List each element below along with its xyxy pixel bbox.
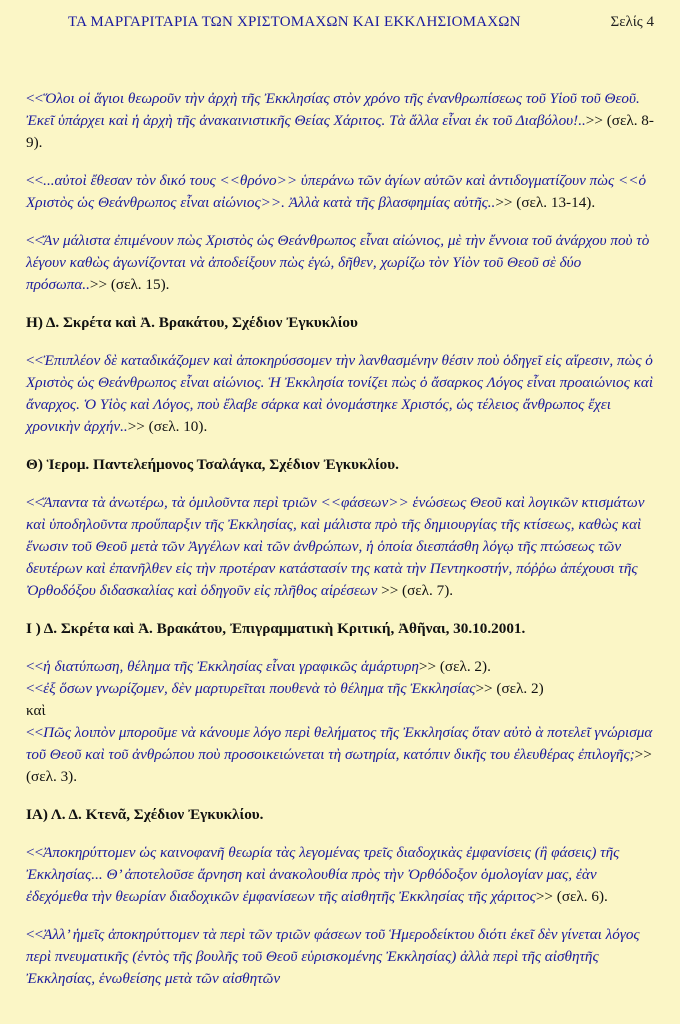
quote-paragraph — [26, 656, 658, 678]
page-reference: >> (σελ. 2). — [418, 658, 491, 675]
page-reference: >> (σελ. 3). — [26, 746, 652, 785]
running-header-title: ΤΑ ΜΑΡΓΑΡΙΤΑΡΙΑ ΤΩΝ ΧΡΙΣΤΟΜΑΧΩΝ ΚΑΙ ΕΚΚΛΗΣΙΟΜΑΧΩΝ — [68, 14, 521, 30]
quote-open-mark: << — [26, 658, 44, 675]
quote-paragraph — [26, 170, 658, 214]
quote-text: Ἀποκηρύττομεν ὡς καινοφανῆ θεωρία τὰς λεγομένας τρεῖς διαδοχικὰς ἐμφανίσεις (ἢ φάσεις) τῆς Ἐκκλησίας... Θ’ ἀποτελοῦσε ἄρνηση καὶ ἀνακολουθία πρὸς τὴν Ὀρθόδοξον ὁμολογίαν μας, ἐὰν ἐδεχόμεθα τὴν θεωρίαν διαδοχικῶν ἐμφανίσεων τῆς αἰσθητῆς Ἐκκλησίας τῆς χάριτος — [26, 844, 620, 905]
quote-open-mark: << — [26, 352, 44, 369]
page-reference: >> (σελ. 7). — [377, 582, 454, 599]
page-reference: >> (σελ. 2) — [475, 680, 544, 697]
quote-open-mark: << — [26, 844, 44, 861]
page-reference: >> (σελ. 8-9). — [26, 112, 654, 151]
quote-text: ἡ διατύπωση, θέλημα τῆς Ἐκκλησίας εἶναι γραφικῶς ἁμάρτυρη — [43, 658, 419, 675]
quote-paragraph — [26, 924, 658, 990]
quote-open-mark: << — [26, 232, 44, 249]
document-body — [26, 88, 658, 1006]
section-heading: Θ) Ἱερομ. Παντελεήμονος Τσαλάγκα, Σχέδιον Ἐγκυκλίου. — [26, 456, 399, 473]
conjunction-text: καὶ — [26, 702, 46, 719]
quote-text: ἐξ ὅσων γνωρίζομεν, δὲν μαρτυρεῖται πουθενὰ τὸ θέλημα τῆς Ἐκκλησίας — [43, 680, 476, 697]
quote-open-mark: << — [26, 172, 44, 189]
quote-text: Ἀλλ’ ἡμεῖς ἀποκηρύττομεν τὰ περὶ τῶν τριῶν φάσεων τοῦ Ἡμεροδείκτου διότι ἐκεῖ δὲν γίνεται λόγος περὶ πνευματικῆς (ἐντὸς τῆς βουλῆς τοῦ Θεοῦ εὑρισκομένης Ἐκκλησίας) ἀλλὰ περὶ τῆς αἰσθητῆς Ἐκκλησίας, ἑνωθείσης μετὰ τῶν αἰσθητῶν — [26, 926, 640, 987]
quote-open-mark: << — [26, 494, 44, 511]
page-reference: >> (σελ. 10). — [127, 418, 208, 435]
section-heading: ΙΑ) Λ. Δ. Κτενᾶ, Σχέδιον Ἐγκυκλίου. — [26, 806, 264, 823]
section-heading: Η) Δ. Σκρέτα καὶ Ἀ. Βρακάτου, Σχέδιον Ἐγκυκλίου — [26, 314, 358, 331]
quote-open-mark: << — [26, 680, 44, 697]
quote-open-mark: << — [26, 926, 44, 943]
quote-text: Ἐπιπλέον δὲ καταδικάζομεν καὶ ἀποκηρύσσομεν τὴν λανθασμένην θέσιν ποὺ ὁδηγεῖ εἰς αἵρεσιν, πὼς ὁ Χριστὸς ὡς Θεάνθρωπος εἶναι αἰώνιος. Ἡ Ἐκκλησία τονίζει πὼς ὁ ἄσαρκος Λόγος εἶναι προαιώνιος καὶ ἄναρχος. Ὁ Υἱὸς καὶ Λόγος, ποὺ ἔλαβε σάρκα καὶ ὀνομάστηκε Χριστός, ὡς τέλειος ἄνθρωπος ἔχει χρονικὴν ἀρχήν.. — [26, 352, 654, 435]
quote-paragraph — [26, 678, 658, 700]
page-reference: >> (σελ. 13-14). — [495, 194, 596, 211]
quote-open-mark: << — [26, 724, 44, 741]
quote-text: ...αὐτοὶ ἔθεσαν τὸν δικό τους <<θρόνο>> ὑπεράνω τῶν ἁγίων αὐτῶν καὶ ἀντιδογματίζουν πὼς <<ὁ Χριστὸς ὡς Θεάνθρωπος εἶναι αἰώνιος>>. Ἀλλὰ κατὰ τῆς βλασφημίας αὐτῆς.. — [26, 172, 647, 211]
quote-text: Ἅπαντα τὰ ἀνωτέρω, τὰ ὁμιλοῦντα περὶ τριῶν <<φάσεων>> ἑνώσεως Θεοῦ καὶ λογικῶν κτισμάτων καὶ ὑποδηλοῦντα προὕπαρξιν τῆς Ἐκκλησίας, καὶ μάλιστα πρὸ τῆς δημιουργίας τῆς κτίσεως, καθὼς καὶ ἕνωσιν τοῦ Θεοῦ μετὰ τῶν Ἀγγέλων καὶ τῶν ἀνθρώπων, ἡ ὁποία διεσπάσθη λόγῳ τῆς πτώσεως τῶν δευτέρων καὶ ἐπανῆλθεν εἰς τὴν προτέραν κατάστασίν της κατὰ τὴν Πεντηκοστήν, πόῤῥω ἀπέχουσι τῆς Ὀρθοδόξου διδασκαλίας καὶ ὁδηγοῦν εἰς πλῆθος αἱρέσεων — [26, 494, 645, 599]
quote-paragraph — [26, 230, 658, 296]
page-reference: >> (σελ. 15). — [89, 276, 170, 293]
page-reference: >> (σελ. 6). — [535, 888, 608, 905]
quote-paragraph — [26, 492, 658, 602]
quote-text: Ἄν μάλιστα ἐπιμένουν πὼς Χριστὸς ὡς Θεάνθρωπος εἶναι αἰώνιος, μὲ τὴν ἔννοια τοῦ ἀνάρχου ποὺ τὸ λέγουν καθὼς ἀγωνίζονται νὰ ἀποδείξουν πὼς ἐγώ, δῆθεν, χωρίζω τὸν Υἱὸν τοῦ Θεοῦ σὲ δύο πρόσωπα.. — [26, 232, 650, 293]
quote-text: Ὅλοι οἱ ἅγιοι θεωροῦν τὴν ἀρχὴ τῆς Ἐκκλησίας στὸν χρόνο τῆς ἐνανθρωπίσεως τοῦ Υἱοῦ τοῦ Θεοῦ. Ἐκεῖ ὑπάρχει καὶ ἡ ἀρχὴ τῆς ἀνακαινιστικῆς Θείας Χάριτος. Τὰ ἄλλα εἶναι ἐκ τοῦ Διαβόλου!.. — [26, 90, 640, 129]
quote-open-mark: << — [26, 90, 44, 107]
quote-text: Πῶς λοιπὸν μποροῦμε νὰ κάνουμε λόγο περὶ θελήματος τῆς Ἐκκλησίας ὅταν αὐτὸ ὰ ποτελεῖ γνώρισμα τοῦ Θεοῦ καὶ τοῦ ἀνθρώπου ποὺ προσοικειώνεται τὴ σωτηρία, κατόπιν δικῆς του ἐλευθέρας ἐπιλογῆς; — [26, 724, 653, 763]
quote-paragraph — [26, 722, 658, 788]
quote-paragraph — [26, 842, 658, 908]
section-heading: Ι ) Δ. Σκρέτα καὶ Ἀ. Βρακάτου, Ἐπιγραμματικὴ Κριτική, Ἀθῆναι, 30.10.2001. — [26, 620, 526, 637]
quote-paragraph — [26, 88, 658, 154]
quote-paragraph — [26, 350, 658, 438]
page-number: Σελίς 4 — [610, 14, 654, 30]
